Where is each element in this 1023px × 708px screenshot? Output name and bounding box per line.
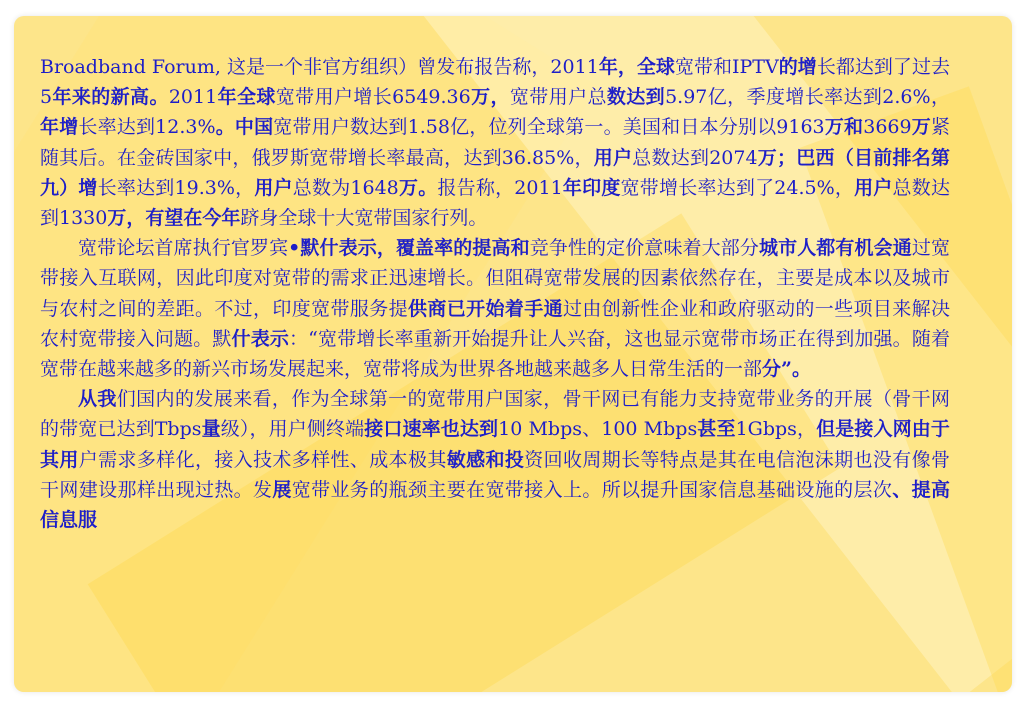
text-run: 1Gbps，	[735, 418, 817, 441]
text-run: 万和	[824, 116, 864, 139]
text-run: 过宽带接入互联网，因此印度对宽带的需求正迅速增长。但阻碍宽带发展的因素依然存在，主要是成本以及城市与农村之间的差距。不过，印度宽带服务提	[40, 237, 950, 320]
text-run: 跻身全球十大宽带国家行列。	[240, 207, 488, 230]
text-run: 城市人都有机会通	[758, 237, 912, 260]
text-run: 万，	[470, 86, 510, 109]
text-run: 供商已开始着手通	[408, 297, 563, 320]
text-run: 竞争性的定价意味着大部分	[529, 237, 759, 260]
text-run: 万	[911, 116, 931, 139]
text-run: 们国内的发展来看，作为全球第一的宽带用户国家，骨干网已有能力支持宽带业务的开展（骨干网的带宽已达到Tbps	[40, 388, 950, 441]
text-run: 万，有望在今年	[107, 207, 241, 230]
text-run: 万。	[398, 176, 438, 199]
text-run: Broadband Forum, 这是一个非官方组织）曾发布报告称，2011	[40, 56, 599, 78]
text-run: 的增	[778, 56, 817, 78]
text-run: 年来的新高。	[52, 86, 169, 109]
text-run: 用户	[593, 146, 633, 169]
text-run: 3669	[863, 116, 912, 139]
paragraph-2	[40, 233, 950, 384]
text-run: 总数达到2074	[632, 146, 758, 169]
text-run: 宽带论坛首席执行官罗宾	[78, 237, 289, 260]
text-run: •默什表示，覆盖率的提高和	[288, 237, 530, 260]
text-run: 从我	[78, 388, 117, 411]
text-run: 展	[272, 478, 292, 501]
text-run: 紧随其后。在金砖国家中，俄罗斯宽带增长率最高，达到36.85%，	[40, 116, 950, 169]
text-run: 量	[201, 418, 221, 441]
body-text	[40, 52, 950, 535]
text-run: 用户	[854, 176, 893, 199]
text-run: 用户	[254, 176, 293, 199]
text-run: 、提高信息服	[40, 478, 950, 532]
text-run: 宽带和IPTV	[674, 56, 779, 78]
text-run: 过由创新性企业和政府驱动的一些项目来解决农村宽带接入问题。默	[40, 297, 950, 350]
text-run: 万；巴西（目前排名第九）增	[40, 146, 950, 199]
text-run: 年，全球	[598, 56, 675, 78]
text-run: 长都达到了过去5	[40, 56, 950, 109]
text-run: 总数达到1330	[40, 176, 950, 230]
text-run: 年增	[40, 116, 79, 139]
text-run: 报告称，2011	[437, 176, 563, 199]
text-run: 宽带用户数达到1.58亿，位列全球第一。美国和日本分别以9163	[273, 116, 825, 139]
text-run: 但是接入网由于其用	[40, 418, 950, 471]
text-run: 长率达到12.3%	[78, 116, 216, 139]
text-run: 户需求多样化，接入技术多样性、成本极其	[78, 448, 447, 471]
text-run: 宽带用户总	[509, 86, 607, 109]
text-run: 年印度	[562, 176, 621, 199]
text-run: 总数为1648	[292, 176, 399, 199]
text-run: 分”。	[762, 358, 811, 381]
text-run: 长率达到19.3%，	[97, 176, 255, 199]
paragraph-3	[40, 384, 950, 535]
text-run: 宽带业务的瓶颈主要在宽带接入上。所以提升国家信息基础设施的层次	[291, 478, 893, 501]
text-run: 甚至	[697, 418, 736, 441]
text-run: 宽带用户增长6549.36	[275, 86, 471, 109]
text-run: 敏感和投	[446, 448, 525, 471]
text-run: 接口速率也达到	[364, 418, 499, 441]
text-run: 。中国	[215, 116, 274, 139]
text-run: 什表示	[231, 327, 290, 350]
paragraph-1	[40, 52, 950, 233]
text-run: 级），用户侧终端	[220, 418, 365, 441]
text-run: 2011	[168, 86, 218, 109]
text-run: 宽带增长率达到了24.5%，	[620, 176, 855, 199]
text-run: 数达到	[606, 86, 666, 109]
text-run: 资回收周期长等特点是其在电信泡沫期也没有像骨干网建设那样出现过热。发	[40, 448, 950, 501]
text-run: 10 Mbps、100 Mbps	[498, 418, 698, 441]
text-run: ：“宽带增长率重新开始提升让人兴奋，这也显示宽带市场正在得到加强。随着宽带在越来越多的新兴市场发展起来，宽带将成为世界各地越来越多人日常生活的一部	[40, 327, 950, 381]
text-run: 5.97亿，季度增长率达到2.6%，	[665, 86, 950, 109]
text-run: 年全球	[217, 86, 276, 109]
